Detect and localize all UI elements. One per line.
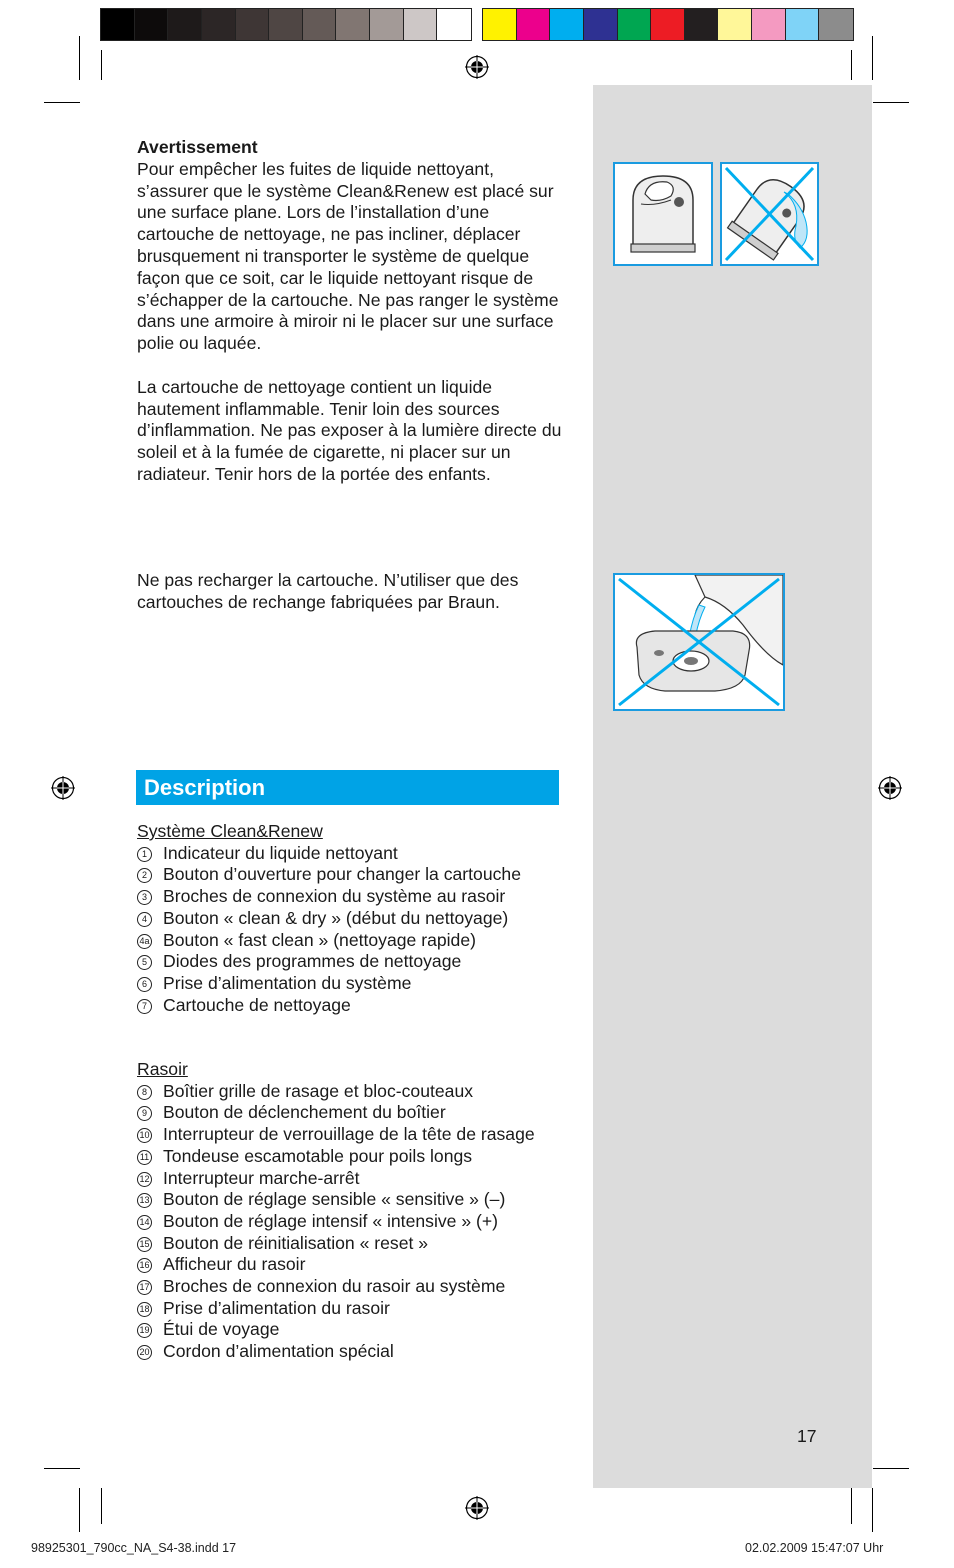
item-number-badge: 19 [137, 1323, 152, 1338]
color-swatch [202, 9, 236, 40]
footer-file-info: 98925301_790cc_NA_S4-38.indd 17 [31, 1541, 237, 1555]
color-swatch [550, 9, 584, 40]
item-number-badge: 13 [137, 1193, 152, 1208]
color-swatch [786, 9, 820, 40]
crop-mark [851, 50, 852, 80]
item-number-badge: 11 [137, 1150, 152, 1165]
color-swatch [437, 9, 471, 40]
crop-mark [79, 36, 80, 80]
item-number-badge: 17 [137, 1280, 152, 1295]
item-number-badge: 16 [137, 1258, 152, 1273]
warning-paragraph-1: Pour empêcher les fuites de liquide nettoyant, s’assurer que le système Clean&Renew est placé sur une surface plane. Lors de l’installation d’une cartouche de nettoyage, ne pas incliner, déplacer brusquement ni transporter le système de quelque façon que ce soit, car le liquide nettoyant risque de s’échapper de la cartouche. Ne pas ranger le système dans une armoire à miroir ni le placer sur une surface polie ou laquée. [137, 158, 559, 354]
list-item [137, 1102, 562, 1124]
list-item [137, 1298, 562, 1320]
crop-mark [851, 1488, 852, 1524]
list-item [137, 843, 562, 865]
page-number: 17 [797, 1426, 817, 1446]
list-item [137, 973, 562, 995]
list-item [137, 1168, 562, 1190]
razor-parts-list [137, 1059, 562, 1363]
item-label: Bouton « clean & dry » (début du nettoyage) [163, 907, 509, 928]
item-label: Bouton de réinitialisation « reset » [163, 1232, 429, 1253]
item-label: Bouton de réglage sensible « sensitive » (–) [163, 1189, 506, 1210]
warning-paragraph-3: Ne pas recharger la cartouche. N’utiliser que des cartouches de rechange fabriquées par Braun. [137, 570, 519, 612]
registration-mark-icon [878, 776, 902, 800]
item-label: Cartouche de nettoyage [163, 994, 351, 1015]
list-item [137, 1211, 562, 1233]
item-label: Indicateur du liquide nettoyant [163, 842, 398, 863]
item-number-badge: 1 [137, 847, 152, 862]
item-number-badge: 20 [137, 1345, 152, 1360]
color-swatch [819, 9, 853, 40]
item-number-badge: 4a [137, 934, 152, 949]
crop-mark [873, 102, 909, 103]
warning-section [137, 137, 562, 486]
color-swatch [584, 9, 618, 40]
warning-paragraph-2: La cartouche de nettoyage contient un liquide hautement inflammable. Tenir loin des sources d’inflammation. Ne pas exposer à la lumière directe du soleil et à la fumée de cigarette, ni placer sur un radiateur. Tenir hors de la portée des enfants. [137, 376, 562, 484]
item-number-badge: 5 [137, 955, 152, 970]
color-swatch [651, 9, 685, 40]
item-number-badge: 10 [137, 1128, 152, 1143]
item-number-badge: 14 [137, 1215, 152, 1230]
registration-mark-icon [465, 55, 489, 79]
system-items [137, 843, 562, 1017]
process-color-bar [482, 8, 854, 41]
item-number-badge: 3 [137, 890, 152, 905]
list-item [137, 995, 562, 1017]
tilted-cartridge-crossed-illustration [720, 162, 819, 266]
refill-cartridge-crossed-illustration [613, 573, 785, 711]
item-number-badge: 4 [137, 912, 152, 927]
item-number-badge: 2 [137, 868, 152, 883]
item-label: Diodes des programmes de nettoyage [163, 951, 462, 972]
illustration-column [593, 85, 872, 1488]
crop-mark [872, 1488, 873, 1532]
razor-items [137, 1081, 562, 1363]
list-item [137, 930, 562, 952]
item-label: Broches de connexion du rasoir au système [163, 1276, 506, 1297]
list-item [137, 908, 562, 930]
item-label: Bouton de déclenchement du boîtier [163, 1102, 446, 1123]
crop-mark [873, 1468, 909, 1469]
crop-mark [79, 1488, 80, 1532]
item-number-badge: 7 [137, 999, 152, 1014]
item-number-badge: 12 [137, 1172, 152, 1187]
list-item [137, 864, 562, 886]
item-number-badge: 8 [137, 1085, 152, 1100]
item-label: Prise d’alimentation du rasoir [163, 1297, 390, 1318]
description-title: Description [144, 775, 266, 800]
list-item [137, 1319, 562, 1341]
refill-warning [137, 570, 562, 614]
color-swatch [718, 9, 752, 40]
color-swatch [168, 9, 202, 40]
upright-cartridge-illustration [613, 162, 713, 266]
color-swatch [101, 9, 135, 40]
color-swatch [685, 9, 719, 40]
list-item [137, 1254, 562, 1276]
item-label: Cordon d’alimentation spécial [163, 1341, 394, 1362]
list-item [137, 1189, 562, 1211]
list-item [137, 1341, 562, 1363]
color-swatch [236, 9, 270, 40]
color-swatch [269, 9, 303, 40]
item-label: Tondeuse escamotable pour poils longs [163, 1145, 473, 1166]
color-swatch [303, 9, 337, 40]
registration-mark-icon [465, 1496, 489, 1520]
crop-mark [872, 36, 873, 80]
list-item [137, 1124, 562, 1146]
color-swatch [618, 9, 652, 40]
list-item [137, 886, 562, 908]
item-label: Interrupteur marche-arrêt [163, 1167, 360, 1188]
crop-mark [101, 1488, 102, 1524]
list-item [137, 1233, 562, 1255]
item-number-badge: 18 [137, 1302, 152, 1317]
grayscale-color-bar [100, 8, 472, 41]
color-swatch [752, 9, 786, 40]
crop-mark [101, 50, 102, 80]
description-heading-bar [136, 770, 559, 805]
list-item [137, 951, 562, 973]
footer-timestamp: 02.02.2009 15:47:07 Uhr [745, 1541, 884, 1555]
razor-heading: Rasoir [137, 1059, 188, 1079]
color-swatch [517, 9, 551, 40]
item-label: Prise d’alimentation du système [163, 972, 412, 993]
item-label: Interrupteur de verrouillage de la tête de rasage [163, 1124, 535, 1145]
color-swatch [135, 9, 169, 40]
system-heading: Système Clean&Renew [137, 821, 323, 841]
item-label: Bouton de réglage intensif « intensive » (+) [163, 1210, 498, 1231]
list-item [137, 1081, 562, 1103]
item-label: Broches de connexion du système au rasoir [163, 886, 506, 907]
registration-mark-icon [51, 776, 75, 800]
item-number-badge: 6 [137, 977, 152, 992]
item-number-badge: 15 [137, 1237, 152, 1252]
item-label: Étui de voyage [163, 1319, 280, 1340]
system-parts-list [137, 821, 562, 1016]
crop-mark [44, 1468, 80, 1469]
crop-mark [44, 102, 80, 103]
item-label: Bouton « fast clean » (nettoyage rapide) [163, 929, 476, 950]
item-number-badge: 9 [137, 1106, 152, 1121]
item-label: Afficheur du rasoir [163, 1254, 306, 1275]
color-swatch [404, 9, 438, 40]
color-swatch [370, 9, 404, 40]
list-item [137, 1276, 562, 1298]
list-item [137, 1146, 562, 1168]
color-swatch [483, 9, 517, 40]
color-swatch [336, 9, 370, 40]
item-label: Bouton d’ouverture pour changer la cartouche [163, 864, 521, 885]
item-label: Boîtier grille de rasage et bloc-couteaux [163, 1080, 474, 1101]
warning-title: Avertissement [137, 137, 258, 157]
